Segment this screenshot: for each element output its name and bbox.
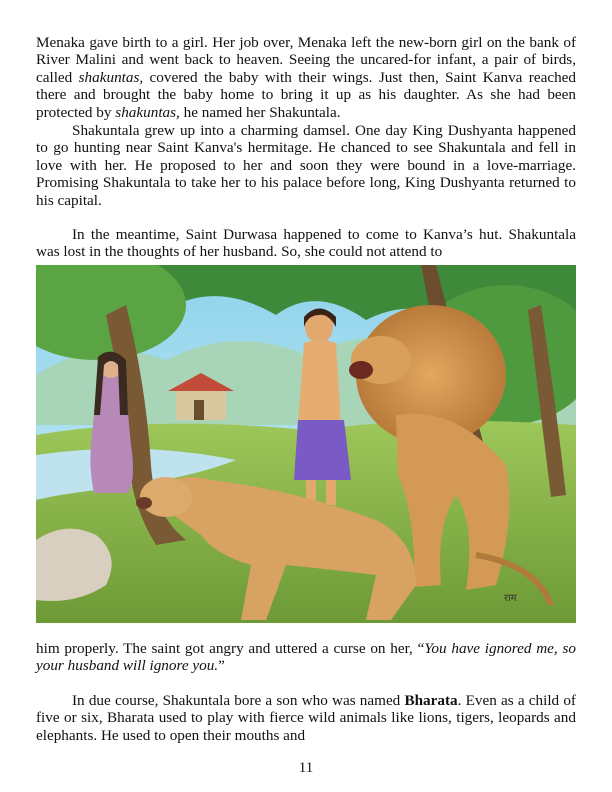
- paragraph-birth: [36, 34, 576, 121]
- text-run: . Even as a child of five or six, Bharata used to play with fierce wild animals like lions, tigers, leopards and elephants. He used to open their mouths and: [36, 692, 576, 744]
- italic-term: shakuntas,: [78, 68, 144, 86]
- artist-signature: राम: [504, 593, 517, 604]
- text-run: ”: [218, 657, 225, 675]
- paragraph-curse: [36, 640, 576, 675]
- text-run: In due course, Shakuntala bore a son who was named: [72, 692, 405, 709]
- text-run: Menaka gave birth to a girl. Her job over, Menaka left the new-born girl on the bank of River Malini and went back to heaven. Seeing the uncared-for infant, a pair of birds, called: [36, 34, 576, 86]
- text-run: covered the baby with their wings. Just then, Saint Kanva reached there and brought the baby home to bring it up as his daughter. As she had been protected by: [36, 68, 576, 121]
- curse-quote: You have ignored me, so your husband will ignore you.: [36, 640, 576, 675]
- paragraph-durwasa: In the meantime, Saint Durwasa happened to come to Kanva’s hut. Shakuntala was lost in the thoughts of her husband. So, she could not attend to: [36, 226, 576, 261]
- bold-name: Bharata: [404, 692, 458, 709]
- paragraph-marriage: Shakuntala grew up into a charming damsel. One day King Dushyanta happened to go hunting near Saint Kanva's hermitage. He chanced to see Shakuntala and fell in love with her. He proposed to her and soon they were bound in a love-marriage. Promising Shakuntala to take her to his palace before long, King Dushyanta returned to his capital.: [36, 122, 576, 209]
- paragraph-bharata: [36, 692, 576, 744]
- illustration-bharata-with-lions: [36, 265, 576, 623]
- text-run: him properly. The saint got angry and uttered a curse on her, “: [36, 640, 425, 657]
- text-run: he named her Shakuntala.: [179, 103, 341, 121]
- italic-term: shakuntas,: [115, 103, 180, 121]
- page-number: 11: [298, 760, 314, 776]
